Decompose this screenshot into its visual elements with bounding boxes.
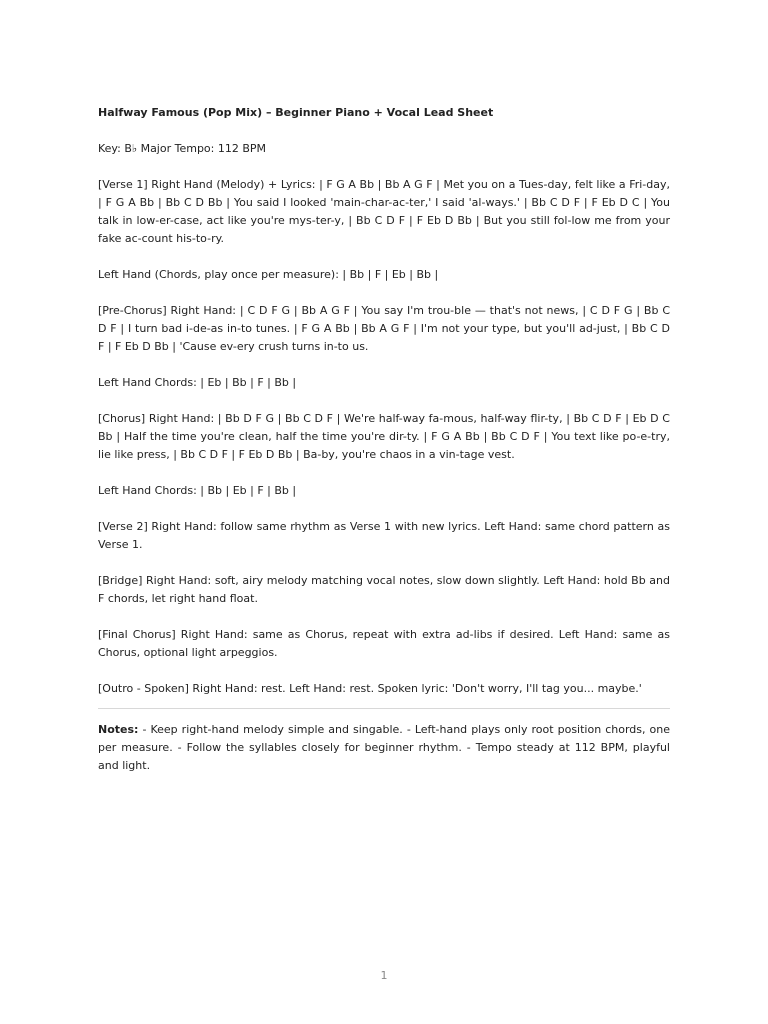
verse-1-paragraph: [Verse 1] Right Hand (Melody) + Lyrics: | F G A Bb | Bb A G F | Met you on a Tues-day, felt like a Fri-day, | F G A Bb | Bb C D Bb | You said I looked 'main-char-ac-ter,' I said 'al-ways.' | Bb C D F | F Eb D C | You talk in low-er-case, act like you're mys-ter-y, | Bb C D F | F Eb D Bb | But you still fol-low me from your fake ac-count his-to-ry. — [98, 178, 670, 245]
verse-2-paragraph: [Verse 2] Right Hand: follow same rhythm as Verse 1 with new lyrics. Left Hand: same chord pattern as Verse 1. — [98, 520, 670, 551]
final-chorus-paragraph: [Final Chorus] Right Hand: same as Chorus, repeat with extra ad-libs if desired. Left Hand: same as Chorus, optional light arpeggios. — [98, 628, 670, 659]
notes-label: Notes: — [98, 723, 139, 736]
document-page — [98, 104, 670, 793]
verse-1-left-hand-paragraph: Left Hand (Chords, play once per measure): | Bb | F | Eb | Bb | — [98, 268, 439, 281]
chorus-paragraph: [Chorus] Right Hand: | Bb D F G | Bb C D F | We're half-way fa-mous, half-way flir-ty, | Bb C D F | Eb D C Bb | Half the time you're clean, half the time you're dir-ty. | F G A Bb | Bb C D F | You text like po-e-try, lie like press, | Bb C D F | F Eb D Bb | Ba-by, you're chaos in a vin-tage vest. — [98, 412, 670, 461]
document-title: Halfway Famous (Pop Mix) – Beginner Piano + Vocal Lead Sheet — [98, 106, 494, 119]
page-number: 1 — [380, 969, 388, 982]
outro-paragraph: [Outro - Spoken] Right Hand: rest. Left Hand: rest. Spoken lyric: 'Don't worry, I'll tag you... maybe.' — [98, 682, 642, 695]
key-tempo-line: Key: B♭ Major Tempo: 112 BPM — [98, 142, 267, 155]
pre-chorus-paragraph: [Pre-Chorus] Right Hand: | C D F G | Bb A G F | You say I'm trou-ble — that's not news, | C D F G | Bb C D F | I turn bad i-de-as in-to tunes. | F G A Bb | Bb A G F | I'm not your type, but you'll ad-just, | Bb C D F | F Eb D Bb | 'Cause ev-ery crush turns in-to us. — [98, 304, 670, 353]
pre-chorus-left-hand-paragraph: Left Hand Chords: | Eb | Bb | F | Bb | — [98, 376, 297, 389]
notes-paragraph — [98, 721, 670, 775]
chorus-left-hand-paragraph: Left Hand Chords: | Bb | Eb | F | Bb | — [98, 484, 297, 497]
notes-text: - Keep right-hand melody simple and singable. - Left-hand plays only root position chords, one per measure. - Follow the syllables closely for beginner rhythm. - Tempo steady at 112 BPM, playful and light. — [98, 723, 670, 772]
bridge-paragraph: [Bridge] Right Hand: soft, airy melody matching vocal notes, slow down slightly. Left Hand: hold Bb and F chords, let right hand float. — [98, 574, 670, 605]
section-divider — [98, 708, 670, 709]
